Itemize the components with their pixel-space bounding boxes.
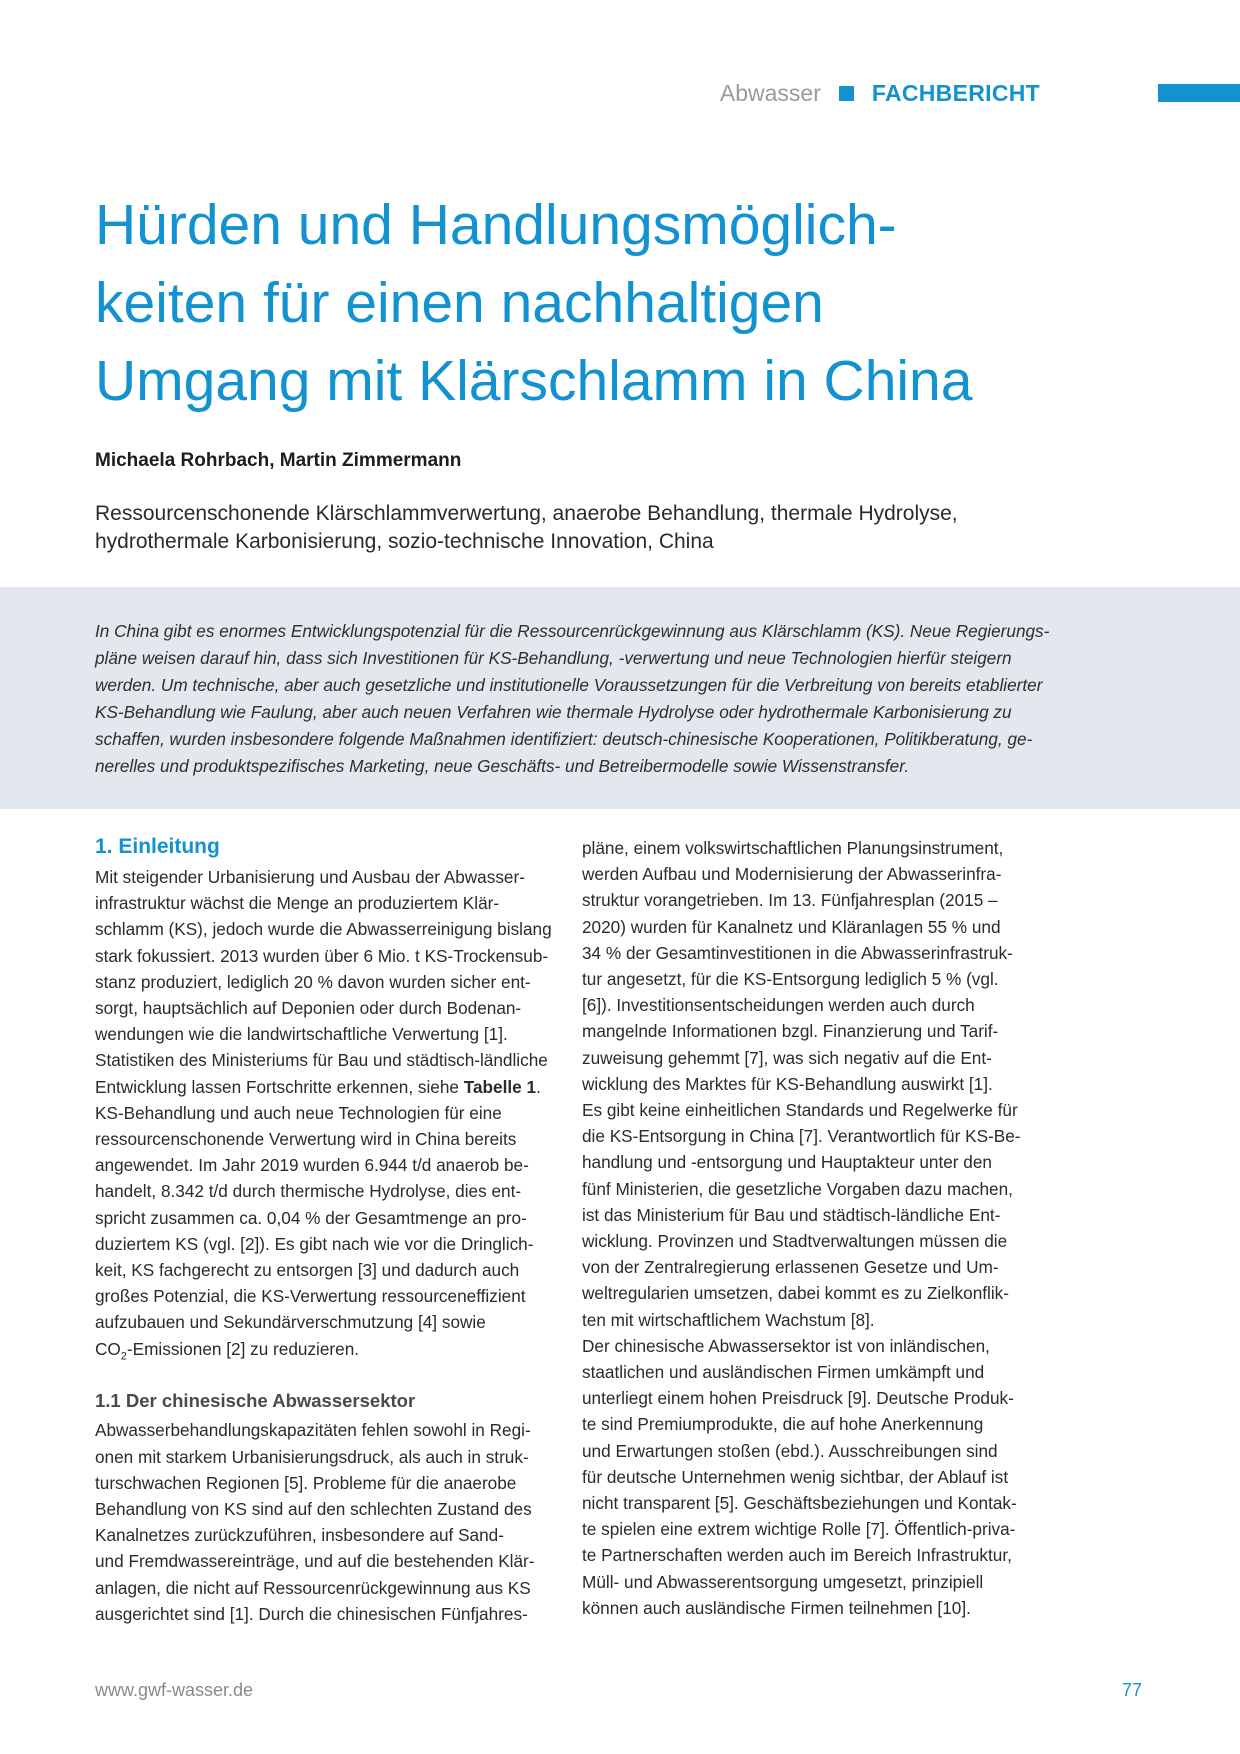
abstract-line: KS-Behandlung wie Faulung, aber auch neuen Verfahren wie thermale Hydrolyse oder hydrothermale Karbonisierung zu — [95, 702, 1012, 722]
text-line: unterliegt einem hohen Preisdruck [9]. Deutsche Produk- — [582, 1388, 1014, 1409]
header-square-icon — [839, 86, 854, 101]
paragraph — [582, 1333, 1042, 1621]
text-line: sorgt, hauptsächlich auf Deponien oder durch Bodenan- — [95, 998, 522, 1019]
text-line: Kanalnetzes zurückzuführen, insbesondere auf Sand- — [95, 1525, 504, 1546]
text-line: KS-Behandlung und auch neue Technologien für eine — [95, 1102, 502, 1123]
text-line: te spielen eine extrem wichtige Rolle [7]. Öffentlich-priva- — [582, 1519, 1016, 1540]
text-fragment: Entwicklung lassen Fortschritte erkennen, siehe — [95, 1076, 464, 1097]
text-line: infrastruktur wächst die Menge an produziertem Klär- — [95, 893, 500, 914]
keywords — [95, 500, 1095, 556]
footer-url[interactable]: www.gwf-wasser.de — [95, 1680, 254, 1700]
text-fragment: . — [536, 1076, 541, 1097]
text-fragment: CO — [95, 1338, 121, 1359]
text-line: struktur vorangetrieben. Im 13. Fünfjahresplan (2015 – — [582, 890, 998, 911]
text-line: zuweisung gehemmt [7], was sich negativ auf die Ent- — [582, 1047, 992, 1068]
text-line: und Fremdwassereinträge, und auf die bestehenden Klär- — [95, 1551, 535, 1572]
abstract-line: pläne weisen darauf hin, dass sich Investitionen für KS-Behandlung, -verwertung und neue Technologien hierfür steigern — [95, 648, 1012, 668]
text-line: nicht transparent [5]. Geschäftsbeziehungen und Kontak- — [582, 1493, 1017, 1514]
text-line: handlung und -entsorgung und Hauptakteur unter den — [582, 1152, 992, 1173]
text-line: stark fokussiert. 2013 wurden über 6 Mio. t KS-Trockensub- — [95, 945, 549, 966]
text-line: ist das Ministerium für Bau und städtisch-ländliche Ent- — [582, 1204, 1001, 1225]
abstract-line: werden. Um technische, aber auch gesetzliche und institutionelle Voraussetzungen für die Verbreitung von bereits etablierter — [95, 675, 1043, 695]
abstract-line: In China gibt es enormes Entwicklungspotenzial für die Ressourcenrückgewinnung aus Klärschlamm (KS). Neue Regierungs- — [95, 621, 1050, 641]
text-line: 2020) wurden für Kanalnetz und Kläranlagen 55 % und — [582, 916, 1001, 937]
text-line: Abwasserbehandlungskapazitäten fehlen sowohl in Regi- — [95, 1420, 531, 1441]
header-section-label: Abwasser — [719, 80, 821, 106]
text-line: Der chinesische Abwassersektor ist von inländischen, — [582, 1335, 990, 1356]
corner-accent-bar — [1158, 84, 1240, 102]
text-line: ausgerichtet sind [1]. Durch die chinesischen Fünfjahres- — [95, 1603, 528, 1624]
text-line: duziertem KS (vgl. [2]). Es gibt nach wie vor die Dringlich- — [95, 1233, 534, 1254]
left-column — [95, 832, 555, 1627]
text-line: tur angesetzt, für die KS-Entsorgung lediglich 5 % (vgl. — [582, 969, 999, 990]
title-line: keiten für einen nachhaltigen — [95, 271, 824, 335]
text-line: schlamm (KS), jedoch wurde die Abwasserreinigung bislang — [95, 919, 552, 940]
text-line: weltregularien umsetzen, dabei kommt es zu Zielkonflik- — [582, 1283, 1010, 1304]
running-header — [720, 80, 1040, 107]
text-line: mangelnde Informationen bzgl. Finanzierung und Tarif- — [582, 1021, 999, 1042]
paragraph — [95, 1100, 555, 1369]
page-number: 77 — [1121, 1680, 1142, 1700]
text-line: keit, KS fachgerecht zu entsorgen [3] und dadurch auch — [95, 1260, 520, 1281]
abstract-line: schaffen, wurden insbesondere folgende Maßnahmen identifiziert: deutsch-chinesische Kooperationen, Politikberatung, ge- — [95, 729, 1033, 749]
text-line: staatlichen und ausländischen Firmen umkämpft und — [582, 1362, 985, 1383]
paragraph — [582, 1097, 1042, 1333]
right-column — [582, 835, 1042, 1621]
text-line: wicklung. Provinzen und Stadtverwaltungen müssen die — [582, 1231, 1008, 1252]
text-line: ressourcenschonende Verwertung wird in China bereits — [95, 1129, 517, 1150]
text-line: handelt, 8.342 t/d durch thermische Hydrolyse, dies ent- — [95, 1181, 522, 1202]
paragraph — [95, 1417, 555, 1627]
text-line: [6]). Investitionsentscheidungen werden auch durch — [582, 995, 975, 1016]
text-line: stanz produziert, lediglich 20 % davon wurden sicher ent- — [95, 971, 531, 992]
section-heading-einleitung: 1. Einleitung — [95, 835, 220, 858]
abstract — [95, 618, 1055, 780]
text-fragment: -Emissionen [2] zu reduzieren. — [126, 1338, 360, 1359]
abstract-line: nerelles und produktspezifisches Marketing, neue Geschäfts- und Betreibermodelle sowie Wissenstransfer. — [95, 756, 910, 776]
text-line: die KS-Entsorgung in China [7]. Verantwortlich für KS-Be- — [582, 1126, 1021, 1147]
text-line: Müll- und Abwasserentsorgung umgesetzt, prinzipiell — [582, 1571, 984, 1592]
text-line: 34 % der Gesamtinvestitionen in die Abwasserinfrastruk- — [582, 942, 1013, 963]
text-line: für deutsche Unternehmen wenig sichtbar, der Ablauf ist — [582, 1466, 1009, 1487]
text-line: wicklung des Marktes für KS-Behandlung auswirkt [1]. — [582, 1073, 993, 1094]
text-line — [95, 1074, 555, 1100]
text-line: Statistiken des Ministeriums für Bau und städtisch-ländliche — [95, 1050, 548, 1071]
text-line: wendungen wie die landwirtschaftliche Verwertung [1]. — [95, 1024, 508, 1045]
text-line: Mit steigender Urbanisierung und Ausbau der Abwasser- — [95, 867, 525, 887]
text-line: aufzubauen und Sekundärverschmutzung [4] sowie — [95, 1312, 486, 1333]
text-line: Behandlung von KS sind auf den schlechten Zustand des — [95, 1498, 532, 1519]
text-line: te sind Premiumprodukte, die auf hohe Anerkennung — [582, 1414, 984, 1435]
table-reference: Tabelle 1 — [463, 1076, 537, 1097]
text-line: Es gibt keine einheitlichen Standards und Regelwerke für — [582, 1100, 1018, 1121]
text-line: pläne, einem volkswirtschaftlichen Planungsinstrument, — [582, 838, 1004, 858]
text-line — [95, 1336, 555, 1370]
title-line: Umgang mit Klärschlamm in China — [95, 349, 973, 413]
subsection-heading-abwassersektor: 1.1 Der chinesische Abwassersektor — [95, 1390, 416, 1412]
title-line: Hürden und Handlungsmöglich- — [95, 193, 897, 257]
text-line: spricht zusammen ca. 0,04 % der Gesamtmenge an pro- — [95, 1207, 527, 1228]
keywords-line: Ressourcenschonende Klärschlammverwertung, anaerobe Behandlung, thermale Hydrolyse, — [95, 502, 958, 525]
paragraph — [582, 835, 1042, 1097]
text-line: ten mit wirtschaftlichem Wachstum [8]. — [582, 1309, 875, 1330]
paragraph — [95, 864, 555, 1100]
keywords-line: hydrothermale Karbonisierung, sozio-technische Innovation, China — [95, 530, 714, 553]
article-title — [95, 186, 1095, 420]
text-line: und Erwartungen stoßen (ebd.). Ausschreibungen sind — [582, 1440, 998, 1461]
text-line: anlagen, die nicht auf Ressourcenrückgewinnung aus KS — [95, 1577, 531, 1598]
authors: Michaela Rohrbach, Martin Zimmermann — [95, 450, 462, 471]
text-line: fünf Ministerien, die gesetzliche Vorgaben dazu machen, — [582, 1178, 1013, 1199]
text-line: werden Aufbau und Modernisierung der Abwasserinfra- — [582, 864, 1002, 885]
subscript: 2 — [120, 1350, 127, 1363]
text-line: te Partnerschaften werden auch im Bereich Infrastruktur, — [582, 1545, 1012, 1566]
text-line: turschwachen Regionen [5]. Probleme für die anaerobe — [95, 1472, 517, 1493]
text-line: von der Zentralregierung erlassenen Gesetze und Um- — [582, 1257, 999, 1278]
text-line: können auch ausländische Firmen teilnehmen [10]. — [582, 1597, 971, 1618]
header-kind-label: FACHBERICHT — [871, 80, 1040, 106]
text-line: angewendet. Im Jahr 2019 wurden 6.944 t/d anaerob be- — [95, 1155, 529, 1176]
text-line: onen mit starkem Urbanisierungsdruck, als auch in struk- — [95, 1446, 529, 1467]
text-line: großes Potenzial, die KS-Verwertung ressourceneffizient — [95, 1286, 526, 1307]
